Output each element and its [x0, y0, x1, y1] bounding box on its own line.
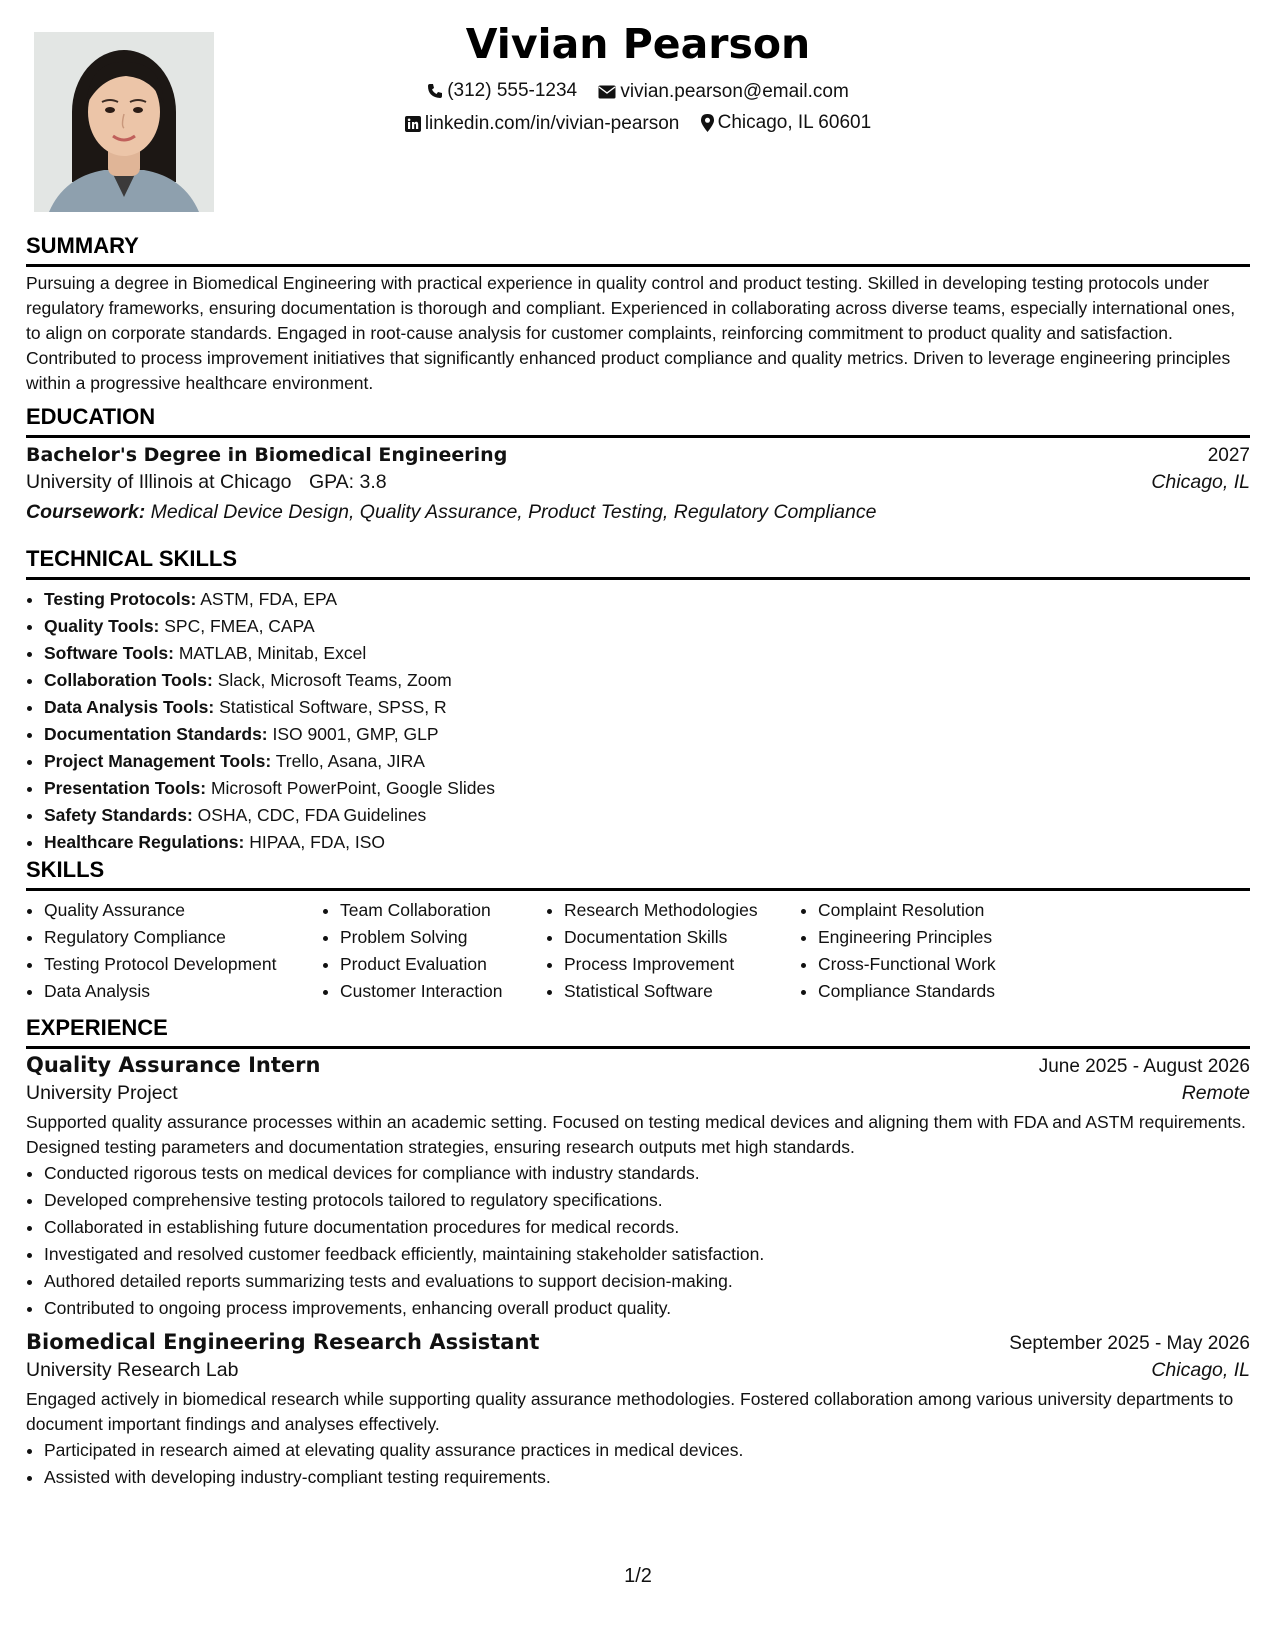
- list-item: • Developed comprehensive testing protocols tailored to regulatory specifications.: [44, 1187, 1250, 1214]
- skills-section: [26, 856, 1250, 1005]
- list-item: • Engineering Principles: [818, 924, 1078, 951]
- location-text: Chicago, IL 60601: [717, 112, 872, 133]
- list-item: [44, 667, 1250, 694]
- summary-section: [26, 232, 1250, 396]
- skill-values: HIPAA, FDA, ISO: [249, 832, 386, 852]
- skill-category: Testing Protocols:: [44, 589, 197, 609]
- skills-column-1: [26, 897, 322, 1005]
- job-organization: University Research Lab: [26, 1359, 239, 1381]
- list-item: • Collaborated in establishing future documentation procedures for medical records.: [44, 1214, 1250, 1241]
- skill-category: Project Management Tools:: [44, 751, 272, 771]
- list-item: [44, 802, 1250, 829]
- list-item: • Authored detailed reports summarizing tests and evaluations to support decision-making.: [44, 1268, 1250, 1295]
- education-heading: EDUCATION: [26, 403, 1250, 438]
- education-section: [26, 403, 1250, 527]
- resume-page: [26, 0, 1250, 1650]
- degree-name: Bachelor's Degree in Biomedical Engineering: [26, 444, 508, 466]
- skill-values: MATLAB, Minitab, Excel: [178, 643, 367, 663]
- list-item: • Compliance Standards: [818, 978, 1078, 1005]
- linkedin-text: linkedin.com/in/vivian-pearson: [424, 113, 680, 134]
- list-item: • Investigated and resolved customer feedback efficiently, maintaining stakeholder satisfaction.: [44, 1241, 1250, 1268]
- job-description: Engaged actively in biomedical research while supporting quality assurance methodologies. Fostered collaboration among various university departments to document important findings and analyses effectively.: [26, 1389, 1234, 1434]
- skill-category: Data Analysis Tools:: [44, 697, 215, 717]
- skill-values: Microsoft PowerPoint, Google Slides: [210, 778, 495, 798]
- skill-category: Software Tools:: [44, 643, 174, 663]
- technical-skills-list: [26, 586, 1250, 856]
- list-item: • Regulatory Compliance: [44, 924, 322, 951]
- skill-category: Collaboration Tools:: [44, 670, 213, 690]
- list-item: • Documentation Skills: [564, 924, 800, 951]
- skill-values: Trello, Asana, JIRA: [275, 751, 425, 771]
- list-item: [44, 694, 1250, 721]
- job-dates: September 2025 - May 2026: [1009, 1333, 1250, 1354]
- job-entry: [26, 1053, 1250, 1322]
- skill-category: Healthcare Regulations:: [44, 832, 245, 852]
- summary-text: Pursuing a degree in Biomedical Engineering with practical experience in quality control and product testing. Skilled in developing testing protocols under regulatory frameworks, ensuring documentation is thorough and compliant. Experienced in collaborating across diverse teams, especially international ones, to align on corporate standards. Engaged in root-cause analysis for customer complaints, reinforcing commitment to product quality and satisfaction. Contributed to process improvement initiatives that significantly enhanced product compliance and quality metrics. Driven to leverage engineering principles within a progressive healthcare environment.: [26, 273, 1236, 393]
- list-item: [44, 721, 1250, 748]
- coursework-line: [26, 497, 1250, 527]
- list-item: [44, 613, 1250, 640]
- list-item: [44, 829, 1250, 856]
- job-location: Remote: [1181, 1082, 1250, 1104]
- skills-heading: SKILLS: [26, 856, 1250, 891]
- list-item: • Process Improvement: [564, 951, 800, 978]
- job-org-row: [26, 1355, 1250, 1385]
- skills-column-3: [546, 897, 800, 1005]
- list-item: • Conducted rigorous tests on medical devices for compliance with industry standards.: [44, 1160, 1250, 1187]
- education-school-row: [26, 467, 1250, 497]
- summary-heading: SUMMARY: [26, 232, 1250, 267]
- job-title: Quality Assurance Intern: [26, 1053, 321, 1077]
- contact-line-1: [26, 80, 1250, 105]
- skill-values: OSHA, CDC, FDA Guidelines: [197, 805, 427, 825]
- job-entry: [26, 1330, 1250, 1491]
- email-text: vivian.pearson@email.com: [620, 81, 849, 102]
- coursework-label: Coursework:: [26, 501, 146, 523]
- experience-section: [26, 1014, 1250, 1491]
- linkedin-contact[interactable]: [405, 113, 680, 135]
- linkedin-icon: [405, 116, 421, 132]
- list-item: [44, 748, 1250, 775]
- list-item: • Research Methodologies: [564, 897, 800, 924]
- job-description: Supported quality assurance processes within an academic setting. Focused on testing medical devices and aligning them with FDA and ASTM requirements. Designed testing parameters and documentation strategies, ensuring research outputs met high standards.: [26, 1112, 1246, 1157]
- list-item: • Team Collaboration: [340, 897, 546, 924]
- skills-grid: [26, 897, 1250, 1005]
- list-item: • Complaint Resolution: [818, 897, 1078, 924]
- phone-text: (312) 555-1234: [447, 80, 578, 101]
- job-dates: June 2025 - August 2026: [1038, 1056, 1250, 1077]
- list-item: • Cross-Functional Work: [818, 951, 1078, 978]
- list-item: • Quality Assurance: [44, 897, 322, 924]
- list-item: • Statistical Software: [564, 978, 800, 1005]
- list-item: • Assisted with developing industry-compliant testing requirements.: [44, 1464, 1250, 1491]
- list-item: [44, 586, 1250, 613]
- job-bullets: [26, 1160, 1250, 1322]
- candidate-name: Vivian Pearson: [465, 20, 811, 68]
- job-org-row: [26, 1078, 1250, 1108]
- job-title-row: [26, 1053, 1250, 1078]
- map-marker-icon: [701, 114, 714, 132]
- skill-category: Safety Standards:: [44, 805, 193, 825]
- education-degree-row: [26, 444, 1250, 467]
- phone-contact[interactable]: [427, 80, 577, 102]
- graduation-year: 2027: [1207, 445, 1250, 466]
- experience-heading: EXPERIENCE: [26, 1014, 1250, 1049]
- job-bullets: [26, 1437, 1250, 1491]
- skill-values: SPC, FMEA, CAPA: [164, 616, 315, 636]
- envelope-icon: [598, 85, 616, 99]
- skill-values: ASTM, FDA, EPA: [200, 589, 338, 609]
- list-item: • Product Evaluation: [340, 951, 546, 978]
- email-contact[interactable]: [598, 81, 848, 103]
- school-name: University of Illinois at Chicago: [26, 471, 292, 493]
- skills-column-2: [322, 897, 546, 1005]
- skill-category: Quality Tools:: [44, 616, 160, 636]
- skills-column-4: [800, 897, 1078, 1005]
- skill-category: Presentation Tools:: [44, 778, 207, 798]
- phone-icon: [427, 83, 443, 99]
- list-item: [44, 640, 1250, 667]
- list-item: • Problem Solving: [340, 924, 546, 951]
- list-item: • Contributed to ongoing process improvements, enhancing overall product quality.: [44, 1295, 1250, 1322]
- technical-skills-heading: TECHNICAL SKILLS: [26, 545, 1250, 580]
- technical-skills-section: [26, 545, 1250, 856]
- list-item: [44, 775, 1250, 802]
- coursework-list: Medical Device Design, Quality Assurance, Product Testing, Regulatory Compliance: [150, 501, 877, 523]
- skill-category: Documentation Standards:: [44, 724, 268, 744]
- list-item: • Participated in research aimed at elevating quality assurance practices in medical devices.: [44, 1437, 1250, 1464]
- job-title-row: [26, 1330, 1250, 1355]
- list-item: • Testing Protocol Development: [44, 951, 322, 978]
- location-contact: [701, 112, 872, 134]
- skill-values: Statistical Software, SPSS, R: [219, 697, 447, 717]
- skill-values: Slack, Microsoft Teams, Zoom: [217, 670, 452, 690]
- gpa: GPA: 3.8: [308, 471, 387, 493]
- contact-line-2: [26, 112, 1250, 138]
- skill-values: ISO 9001, GMP, GLP: [272, 724, 439, 744]
- list-item: • Customer Interaction: [340, 978, 546, 1005]
- list-item: • Data Analysis: [44, 978, 322, 1005]
- job-title: Biomedical Engineering Research Assistant: [26, 1330, 540, 1354]
- job-location: Chicago, IL: [1151, 1359, 1250, 1381]
- job-organization: University Project: [26, 1082, 178, 1104]
- page-number: 1/2: [624, 1565, 652, 1587]
- school-location: Chicago, IL: [1151, 471, 1250, 493]
